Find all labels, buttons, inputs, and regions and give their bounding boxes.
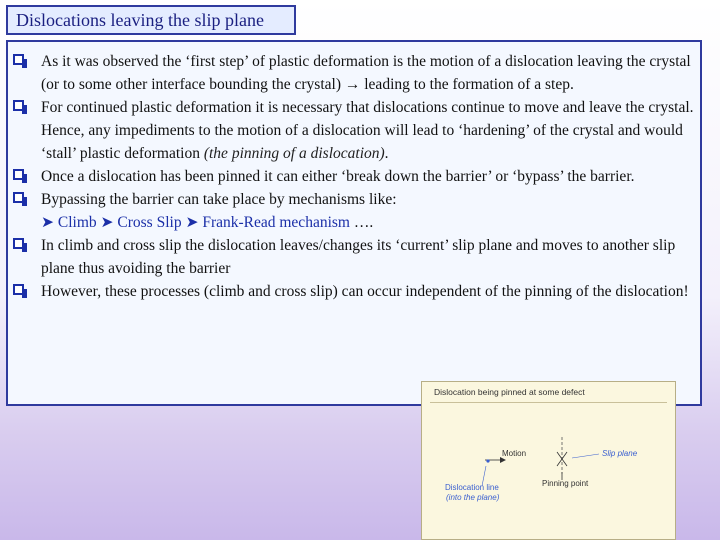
bullet-item — [6, 280, 696, 303]
checkbox-bullet-icon — [13, 284, 24, 295]
bullet-text: For continued plastic deformation it is necessary that dislocations continue to move and leave the crystal. Hence, any impediments to the motion of a dislocation will lead to ‘hardening’ of the crystal and would ‘stall’ plastic deformation — [41, 99, 694, 162]
checkbox-bullet-icon — [13, 238, 24, 249]
arrowhead-icon: ➤ — [41, 214, 54, 231]
bullet-item — [6, 165, 696, 188]
slide-title — [6, 5, 296, 35]
arrowhead-icon: ➤ — [100, 214, 114, 231]
pinning-point-label: Pinning point — [542, 479, 589, 488]
diagram-drawing — [422, 382, 677, 541]
bullet-text-continued: . — [384, 145, 389, 162]
pinning-diagram — [421, 381, 676, 540]
ellipsis-text: …. — [353, 214, 374, 231]
checkbox-bullet-icon — [13, 100, 24, 111]
bullet-text: In climb and cross slip the dislocation leaves/changes its ‘current’ slip plane and moves to another slip plane thus avoiding the barrier — [41, 237, 676, 277]
bullet-item — [6, 188, 696, 234]
bullet-item — [6, 50, 696, 96]
motion-label: Motion — [502, 449, 527, 458]
bullet-text: Once a dislocation has been pinned it can either ‘break down the barrier’ or ‘bypass’ the barrier. — [41, 168, 635, 185]
bullet-item — [6, 96, 696, 165]
mechanism-frank-read: Frank-Read mechanism — [202, 214, 350, 231]
checkbox-bullet-icon — [13, 169, 24, 180]
dislocation-line-label: Dislocation line — [445, 483, 499, 492]
bullet-italic-text: (the pinning of a dislocation) — [203, 145, 385, 162]
checkbox-bullet-icon — [13, 192, 24, 203]
mechanism-climb: Climb — [57, 214, 97, 231]
bullet-text: As it was observed the ‘first step’ of plastic deformation is the motion of a dislocation leaving the crystal (or to some other interface bounding the crystal) — [41, 53, 691, 93]
bullet-item — [6, 234, 696, 280]
bullet-text: Bypassing the barrier can take place by mechanisms like: — [41, 191, 397, 208]
slide-title-text: Dislocations leaving the slip plane — [16, 9, 264, 30]
bullet-text: However, these processes (climb and cross slip) can occur independent of the pinning of the dislocation! — [41, 283, 689, 300]
slip-plane-label: Slip plane — [602, 449, 638, 458]
bullet-text-continued: leading to the formation of a step. — [360, 76, 574, 93]
slip-plane-pointer — [572, 454, 599, 458]
bullet-list — [6, 50, 696, 303]
mechanism-cross-slip: Cross Slip — [117, 214, 182, 231]
dislocation-point — [486, 459, 489, 462]
right-arrow-symbol: → — [344, 76, 361, 93]
into-plane-label: (into the plane) — [446, 493, 500, 502]
figure-title: Dislocation being pinned at some defect — [434, 387, 585, 397]
checkbox-bullet-icon — [13, 54, 24, 65]
arrowhead-icon: ➤ — [185, 214, 199, 231]
